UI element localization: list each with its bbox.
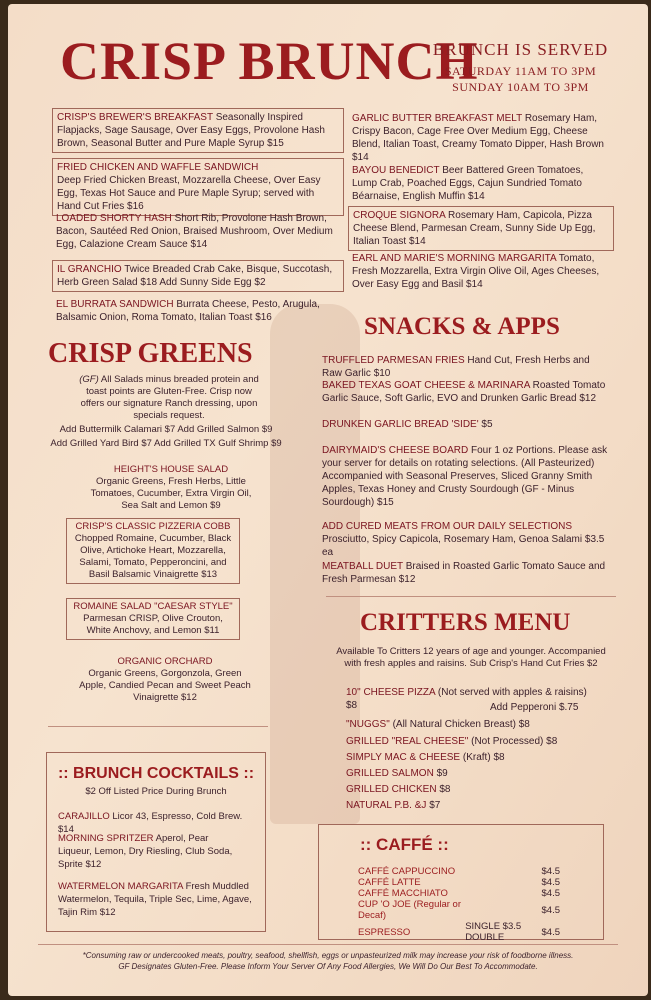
greens-title: CRISP GREENS (48, 338, 253, 369)
cocktails-subtitle: $2 Off Listed Price During Brunch (85, 786, 227, 797)
critters-title: CRITTERS MENU (360, 609, 571, 636)
cafe-row: CAFFÉ CAPPUCCINO $4.5 (358, 866, 560, 877)
critter-item: SIMPLY MAC & CHEESE (Kraft) $8 (346, 752, 505, 763)
allergy-warning: *Consuming raw or undercooked meats, poultry, seafood, shellfish, eggs or unpasteurized milk may increase your risk of foodborne illness. (82, 951, 574, 960)
menu-title: CRISP BRUNCH (60, 31, 479, 91)
critter-item: "NUGGS" (All Natural Chicken Breast) $8 (346, 719, 530, 730)
menu-item: FRIED CHICKEN AND WAFFLE SANDWICH Deep Fried Chicken Breast, Mozzarella Cheese, Over Easy Egg, Texas Hot Sauce and Pure Maple Syrup; served with Hand Cut Fries $16 (52, 158, 344, 216)
footer (28, 950, 628, 972)
critter-item: GRILLED "REAL CHEESE" (Not Processed) $8 (346, 736, 558, 747)
greens-addon-line: Add Buttermilk Calamari $7 Add Grilled Salmon $9 (59, 424, 273, 435)
snack-item: MEATBALL DUET Braised in Roasted Garlic Tomato Sauce and Fresh Parmesan $12 (322, 561, 606, 585)
cafe-title: :: CAFFÉ :: (360, 835, 449, 854)
menu-item: BAYOU BENEDICT Beer Battered Green Tomatoes, Lump Crab, Poached Eggs, Cajun Sundried Tomato Béarnaise, English Muffin $14 (352, 165, 584, 202)
cocktail-item: CARAJILLO Licor 43, Espresso, Cold Brew. $14 (58, 811, 243, 835)
snacks-title: SNACKS & APPS (364, 313, 560, 340)
divider (326, 596, 616, 597)
cocktail-item: MORNING SPRITZER Aperol, Pear Liqueur, Lemon, Dry Riesling, Club Soda, Sprite $12 (58, 833, 233, 870)
snack-item: TRUFFLED PARMESAN FRIES Hand Cut, Fresh Herbs and Raw Garlic $10 (322, 355, 590, 379)
divider (48, 726, 268, 727)
hours-sunday: SUNDAY 10AM TO 3PM (452, 80, 589, 94)
greens-addon-line: Add Grilled Yard Bird $7 Add Grilled TX Gulf Shrimp $9 (50, 438, 282, 449)
critter-item: GRILLED SALMON $9 (346, 768, 448, 779)
cafe-row: CUP 'O JOE (Regular or Decaf) $4.5 (358, 899, 560, 921)
snack-item: DRUNKEN GARLIC BREAD 'SIDE' $5 (322, 419, 493, 430)
critter-item: Add Pepperoni $.75 (490, 702, 579, 713)
snack-item: ADD CURED MEATS FROM OUR DAILY SELECTIONS Prosciutto, Spicy Capicola, Rosemary Ham, Genoa Salami $3.5 ea (322, 521, 605, 558)
cafe-row: CAFFÉ LATTE $4.5 (358, 877, 560, 888)
gluten-free-note: GF Designates Gluten-Free. Please Inform Your Server Of Any Food Allergies, We Will Do Our Best To Accommodate. (118, 962, 538, 971)
critters-intro: Available To Critters 12 years of age and younger. Accompanied with fresh apples and raisins. Sub Crisp's Hand Cut Fries $2 (336, 646, 606, 669)
cocktail-item: WATERMELON MARGARITA Fresh Muddled Watermelon, Tequila, Triple Sec, Lime, Agave, Tajin Rim $12 (58, 881, 252, 918)
menu-item: IL GRANCHIO Twice Breaded Crab Cake, Bisque, Succotash, Herb Green Salad $18 Add Sunny Side Egg $2 (52, 260, 344, 292)
hours-saturday: SATURDAY 11AM TO 3PM (444, 64, 597, 78)
salad-item: ORGANIC ORCHARD Organic Greens, Gorgonzola, Green Apple, Candied Pecan and Sweet Peach Vinaigrette $12 (79, 656, 251, 703)
critter-item: GRILLED CHICKEN $8 (346, 784, 451, 795)
menu-item: CRISP'S BREWER'S BREAKFAST Seasonally Inspired Flapjacks, Sage Sausage, Over Easy Eggs, Provolone Hash Brown, Seasonal Butter and Pure Maple Syrup $15 (52, 108, 344, 153)
cafe-table (356, 866, 562, 943)
critter-item: NATURAL P.B. &J $7 (346, 800, 441, 811)
snack-item: BAKED TEXAS GOAT CHEESE & MARINARA Roasted Tomato Garlic Sauce, Soft Garlic, EVO and Drunken Garlic Bread $12 (322, 380, 606, 404)
divider (38, 944, 618, 945)
salad-item: HEIGHT'S HOUSE SALAD Organic Greens, Fresh Herbs, Little Tomatoes, Cucumber, Extra Virgin Oil, Sea Salt and Lemon $9 (90, 464, 252, 511)
cafe-row: CAFFÉ MACCHIATO $4.5 (358, 888, 560, 899)
menu-item: LOADED SHORTY HASH Short Rib, Provolone Hash Brown, Bacon, Sautéed Red Onion, Braised Mushroom, Over Medium Egg, Calazione Cream Sauce $14 (56, 213, 333, 250)
critter-item: 10" CHEESE PIZZA (Not served with apples & raisins) $8 (346, 687, 587, 711)
menu-page (8, 4, 648, 996)
salad-item: CRISP'S CLASSIC PIZZERIA COBB Chopped Romaine, Cucumber, Black Olive, Artichoke Heart, Mozzarella, Salami, Tomato, Pepperoncini, and Basil Balsamic Vinaigrette $13 (66, 518, 240, 584)
menu-item: CROQUE SIGNORA Rosemary Ham, Capicola, Pizza Cheese Blend, Parmesan Cream, Sunny Side Up Egg, Italian Toast $14 (348, 206, 614, 251)
snack-item: DAIRYMAID'S CHEESE BOARD Four 1 oz Portions. Please ask your server for details on rotating selections. (All Pasteurized) Accompanied with Seasonal Preserves, Sliced Granny Smith Apples, Texas Honey and Crusty Sourdough (GF - Minus Sourdough) $15 (322, 445, 608, 508)
brunch-hours (428, 40, 613, 95)
menu-item: EL BURRATA SANDWICH Burrata Cheese, Pesto, Arugula, Balsamic Onion, Roma Tomato, Italian Toast $16 (56, 299, 320, 323)
hours-title: BRUNCH IS SERVED (432, 40, 609, 59)
cafe-row: ESPRESSO SINGLE $3.5 DOUBLE $4.5 (358, 921, 560, 943)
menu-item: GARLIC BUTTER BREAKFAST MELT Rosemary Ham, Crispy Bacon, Cage Free Over Medium Egg, Cheese Blend, Italian Toast, Creamy Tomato Dipper, Hash Brown $14 (352, 113, 604, 163)
salad-item: ROMAINE SALAD "CAESAR STYLE" Parmesan CRISP, Olive Crouton, White Anchovy, and Lemon $11 (66, 598, 240, 640)
cocktails-title: :: BRUNCH COCKTAILS :: (57, 765, 255, 782)
greens-note: (GF) All Salads minus breaded protein and toast points are Gluten-Free. Crisp now offers our signature Ranch dressing, upon specials request. (79, 374, 259, 421)
menu-item: EARL AND MARIE'S MORNING MARGARITA Tomato, Fresh Mozzarella, Extra Virgin Olive Oil, Ages Cheeses, Over Easy Egg and Basil $14 (352, 253, 600, 290)
